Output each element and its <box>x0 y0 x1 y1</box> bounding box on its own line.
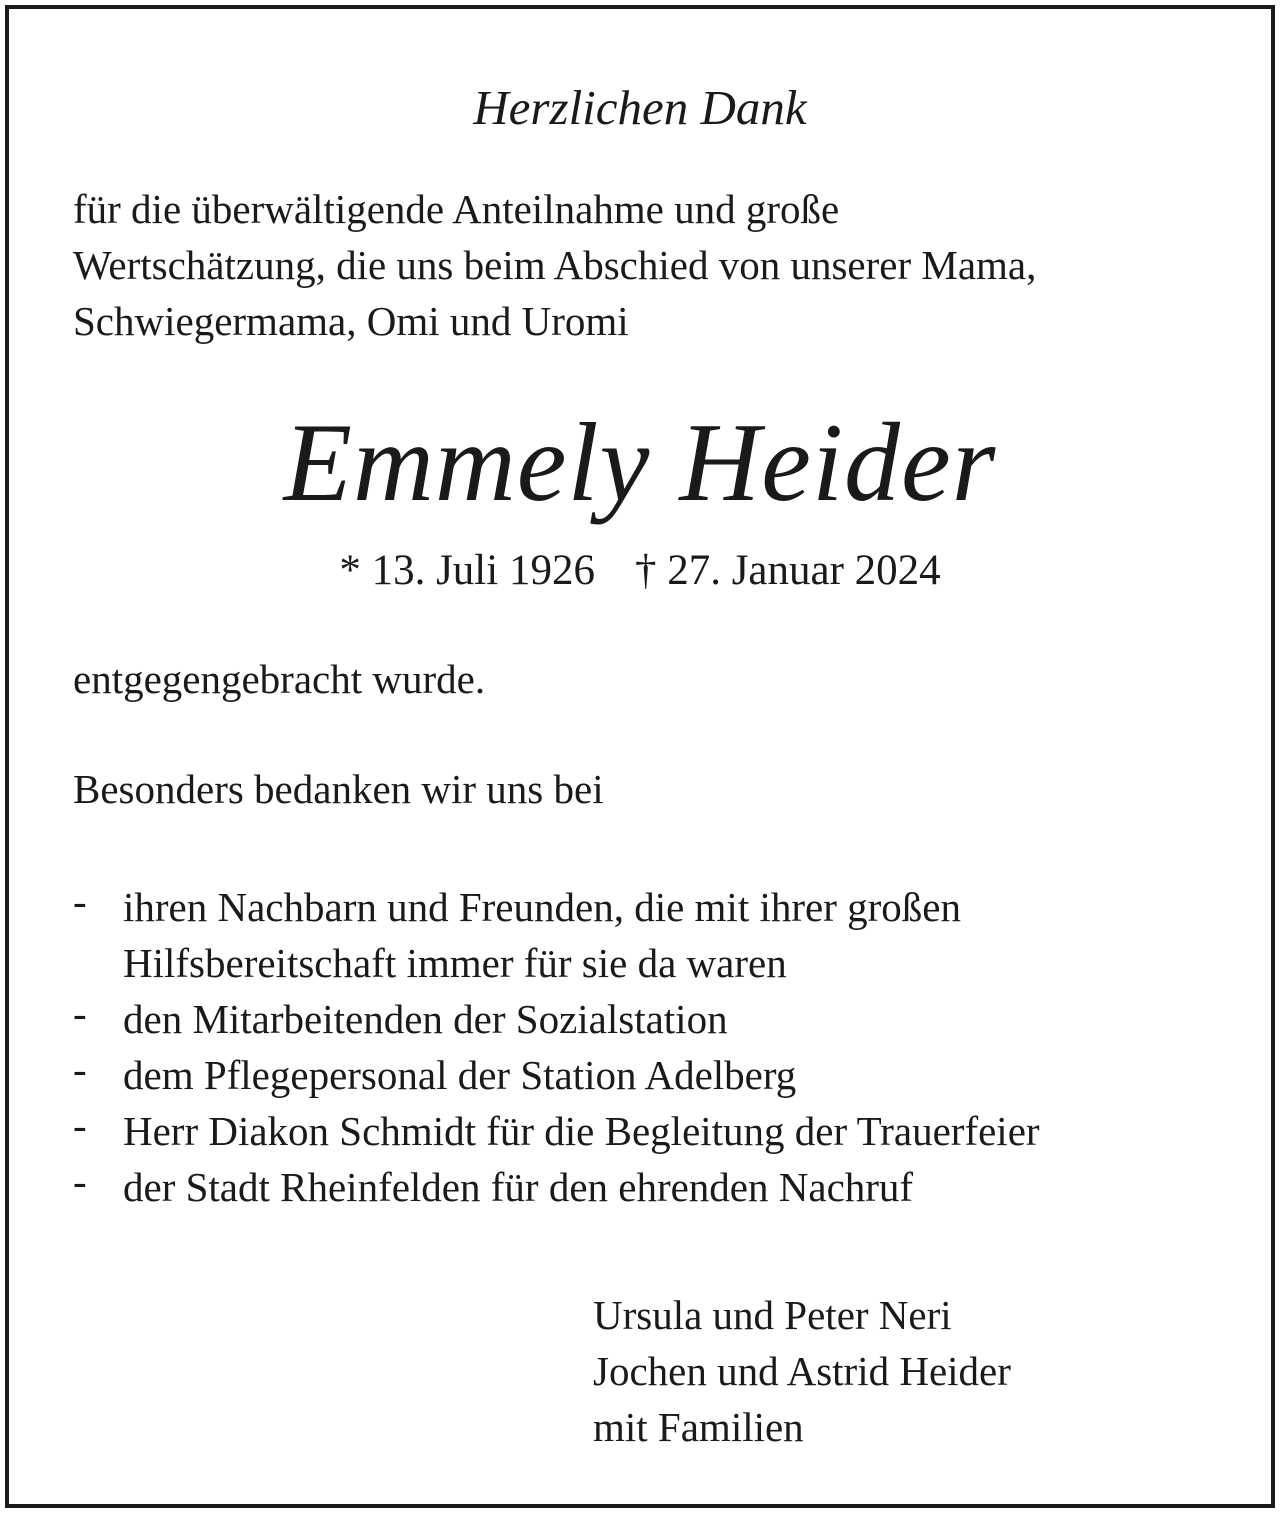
thanks-intro: Besonders bedanken wir uns bei <box>73 766 604 812</box>
death-date: † 27. Januar 2024 <box>634 547 941 594</box>
thanks-item-2: den Mitarbeitenden der Sozialstation <box>123 996 728 1042</box>
thanks-item-3: dem Pflegepersonal der Station Adelberg <box>123 1052 797 1098</box>
intro-line-1: für die überwältigende Anteilnahme und große <box>73 186 840 232</box>
thanks-item-1-cont: Hilfsbereitschaft immer für sie da waren <box>123 940 787 986</box>
heading: Herzlichen Dank <box>473 80 807 135</box>
thanks-item-4: Herr Diakon Schmidt für die Begleitung der Trauerfeier <box>123 1108 1040 1154</box>
list-dash: - <box>73 990 87 1036</box>
signature-line-1: Ursula und Peter Neri <box>593 1292 952 1338</box>
list-dash: - <box>73 878 87 924</box>
birth-date: * 13. Juli 1926 <box>339 547 595 594</box>
list-dash: - <box>73 1158 87 1204</box>
list-dash: - <box>73 1046 87 1092</box>
thanks-item-1: ihren Nachbarn und Freunden, die mit ihrer großen <box>123 884 961 930</box>
life-dates <box>9 549 1271 592</box>
thanks-item-5: der Stadt Rheinfelden für den ehrenden Nachruf <box>123 1164 914 1210</box>
list-dash: - <box>73 1102 87 1148</box>
intro-line-3: Schwiegermama, Omi und Uromi <box>73 298 629 344</box>
after-name-text: entgegengebracht wurde. <box>73 656 486 702</box>
intro-line-2: Wertschätzung, die uns beim Abschied von unserer Mama, <box>73 242 1037 288</box>
notice-frame <box>5 5 1275 1508</box>
signature-line-2: Jochen und Astrid Heider <box>593 1348 1011 1394</box>
signature-line-3: mit Familien <box>593 1404 804 1450</box>
deceased-name: Emmely Heider <box>283 401 997 525</box>
